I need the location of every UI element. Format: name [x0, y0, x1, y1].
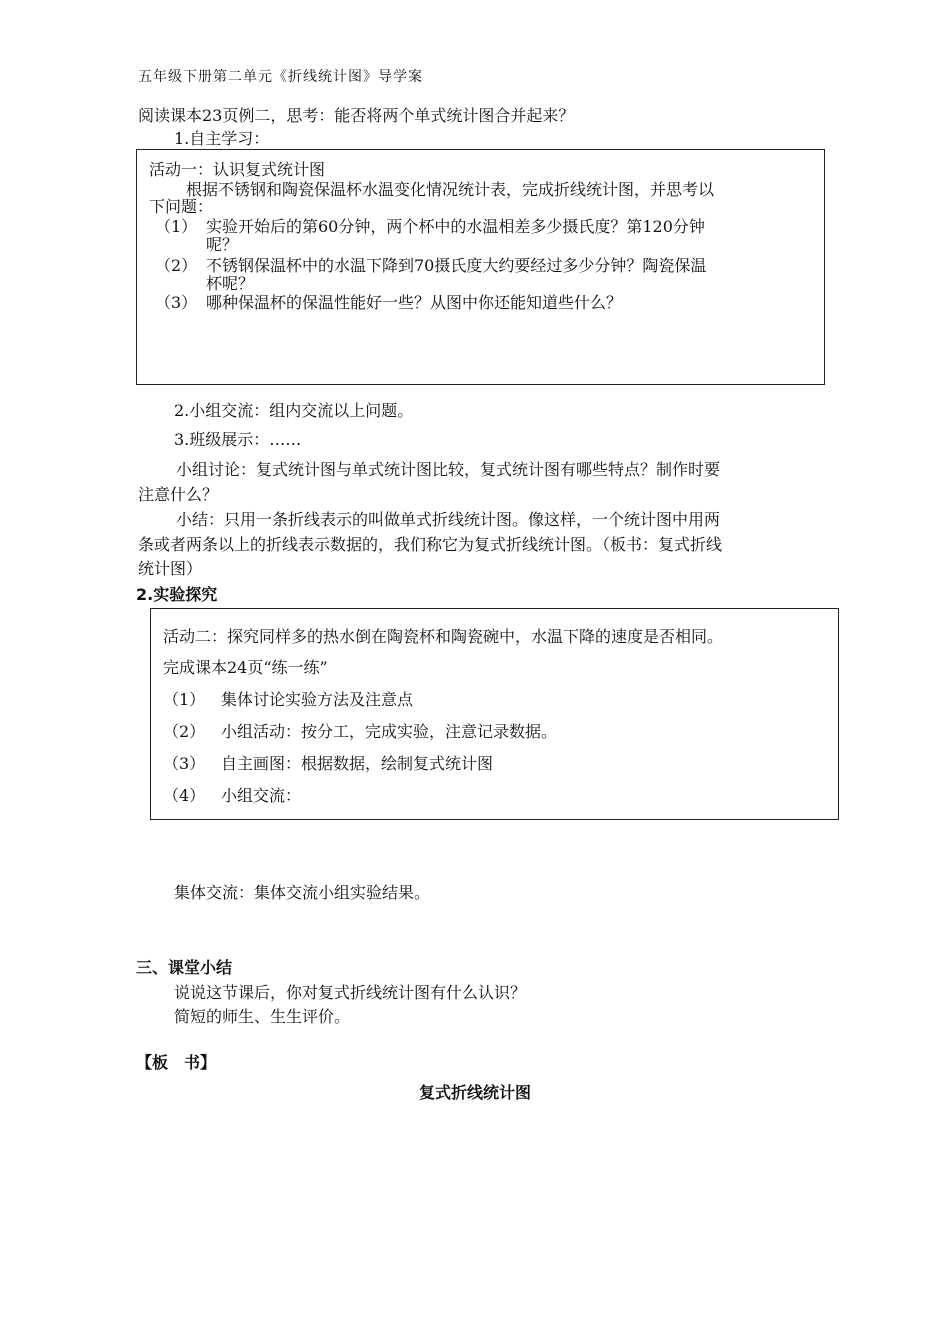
step-number: （1）	[163, 690, 206, 709]
board-label: 【板 书】	[136, 1053, 217, 1072]
step-number: （3）	[163, 754, 206, 773]
step-text: 自主画图：根据数据，绘制复式统计图	[221, 754, 494, 773]
question-number: （1）	[155, 217, 198, 236]
question-text: 实验开始后的第60分钟，两个杯中的水温相差多少摄氏度？第120分钟	[206, 217, 705, 236]
summary-text-end: 统计图）	[138, 559, 203, 578]
section-experiment: 2.实验探究	[136, 585, 218, 604]
question-number: （3）	[155, 293, 198, 312]
summary-text-cont: 条或者两条以上的折线表示数据的，我们称它为复式折线统计图。（板书：复式折线	[138, 535, 723, 554]
question-text-cont: 呢？	[206, 235, 239, 254]
step-text: 集体讨论实验方法及注意点	[221, 690, 414, 709]
board-title: 复式折线统计图	[418, 1083, 531, 1102]
discussion-text-cont: 注意什么？	[138, 485, 219, 504]
summary-question: 说说这节课后，你对复式折线统计图有什么认识？	[174, 983, 527, 1002]
summary-text: 小结：只用一条折线表示的叫做单式折线统计图。像这样，一个统计图中用两	[176, 510, 721, 529]
question-text: 不锈钢保温杯中的水温下降到70摄氏度大约要经过多少分钟？陶瓷保温	[206, 256, 707, 275]
collective-exchange: 集体交流：集体交流小组实验结果。	[174, 883, 431, 902]
section-summary: 三、课堂小结	[136, 958, 233, 977]
activity1-desc: 根据不锈钢和陶瓷保温杯水温变化情况统计表，完成折线统计图，并思考以	[186, 180, 715, 199]
self-study-label: 1.自主学习：	[174, 129, 270, 148]
group-exchange: 2.小组交流：组内交流以上问题。	[174, 401, 414, 420]
page-header: 五年级下册第二单元《折线统计图》导学案	[138, 69, 423, 85]
intro-text: 阅读课本23页例二，思考：能否将两个单式统计图合并起来？	[138, 106, 575, 125]
step-text: 小组交流：	[221, 786, 302, 805]
question-text-cont: 杯呢？	[206, 274, 255, 293]
question-number: （2）	[155, 256, 198, 275]
question-text: 哪种保温杯的保温性能好一些？从图中你还能知道些什么？	[206, 293, 623, 312]
step-text: 小组活动：按分工，完成实验，注意记录数据。	[221, 722, 558, 741]
evaluation-text: 简短的师生、生生评价。	[174, 1007, 351, 1026]
activity2-task: 完成课本24页“练一练”	[163, 658, 328, 677]
activity2-title: 活动二：探究同样多的热水倒在陶瓷杯和陶瓷碗中，水温下降的速度是否相同。	[163, 627, 724, 646]
class-show: 3.班级展示：……	[174, 430, 302, 449]
step-number: （2）	[163, 722, 206, 741]
activity1-desc-cont: 下问题：	[149, 197, 214, 216]
discussion-text: 小组讨论：复式统计图与单式统计图比较，复式统计图有哪些特点？制作时要	[176, 460, 721, 479]
activity1-title: 活动一：认识复式统计图	[149, 160, 326, 179]
step-number: （4）	[163, 786, 206, 805]
